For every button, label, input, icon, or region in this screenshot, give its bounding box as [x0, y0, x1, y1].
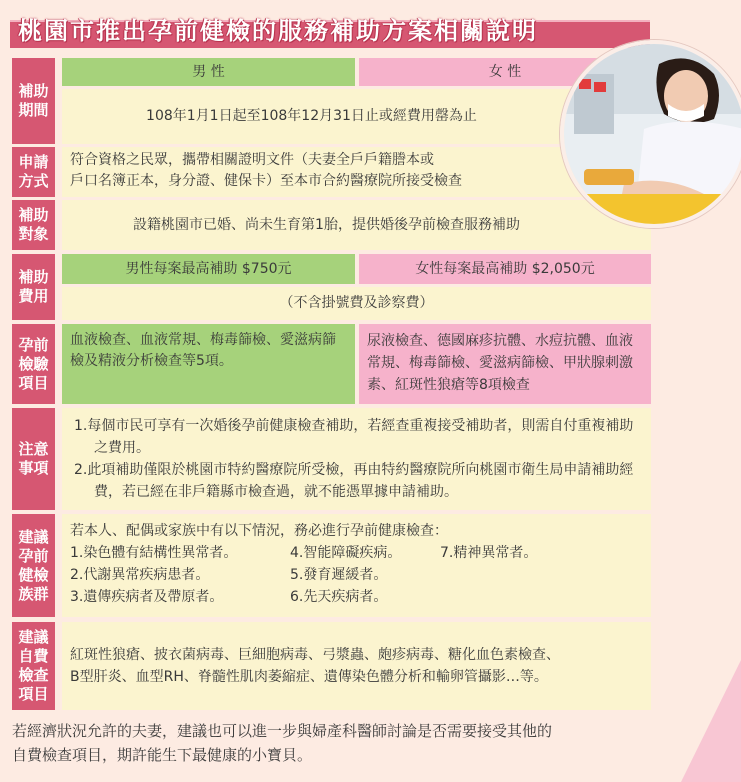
fee-label: 補助費用 [12, 254, 55, 320]
male-header: 男 性 [62, 58, 355, 86]
female-header: 女 性 [359, 58, 651, 86]
footer-text [12, 719, 662, 767]
group-item: 1.染色體有結構性異常者。 [70, 545, 238, 561]
groups-list [70, 542, 643, 608]
group-item: 6.先天疾病者。 [290, 589, 388, 605]
target-label: 補助對象 [12, 200, 55, 250]
footer-line-2: 自費檢查項目，期許能生下最健康的小寶貝。 [12, 746, 313, 764]
group-item: 5.發育遲緩者。 [290, 567, 388, 583]
selfpay-line-2: B型肝炎、血型RH、脊髓性肌肉萎縮症、遺傳染色體分析和輸卵管攝影…等。 [70, 669, 548, 685]
selfpay-line-1: 紅斑性狼瘡、披衣菌病毒、巨細胞病毒、弓漿蟲、皰疹病毒、糖化血色素檢查、 [70, 647, 560, 663]
note-2: 2.此項補助僅限於桃園市特約醫療院所受檢，再由特約醫療院所向桃園市衛生局申請補助經費，若已經在非戶籍縣市檢查過，就不能憑單據申請補助。 [74, 462, 634, 500]
group-item [440, 586, 560, 608]
group-item: 2.代謝異常疾病患者。 [70, 567, 210, 583]
apply-line-2: 戶口名簿正本，身分證、健保卡）至本市合約醫療院所接受檢查 [70, 173, 462, 189]
groups-intro: 若本人、配偶或家族中有以下情況，務必進行孕前健康檢查： [70, 523, 448, 539]
corner-decoration [661, 630, 741, 782]
group-item: 7.精神異常者。 [440, 545, 538, 561]
groups-text [62, 514, 651, 617]
group-item: 3.遺傳疾病者及帶原者。 [70, 589, 224, 605]
fee-male: 男性每案最高補助 $750元 [62, 254, 355, 284]
page-title: 桃園市推出孕前健檢的服務補助方案相關說明 [18, 17, 538, 45]
items-label: 孕前檢驗項目 [12, 324, 55, 404]
selfpay-label: 建議自費檢查項目 [12, 622, 55, 710]
note-1: 1.每個市民可享有一次婚後孕前健康檢查補助，若經查重複接受補助者，則需自付重複補助之費用。 [74, 418, 634, 456]
apply-label: 申請方式 [12, 147, 55, 197]
nurse-drawing-blood-photo [560, 40, 741, 228]
notes-label: 注意事項 [12, 408, 55, 510]
notes-text [62, 408, 651, 510]
group-item [440, 564, 560, 586]
group-item: 4.智能障礙疾病。 [290, 545, 402, 561]
fee-female: 女性每案最高補助 $2,050元 [359, 254, 651, 284]
footer-line-1: 若經濟狀況允許的夫妻，建議也可以進一步與婦產科醫師討論是否需要接受其他的 [12, 722, 553, 740]
items-male: 血液檢查、血液常規、梅毒篩檢、愛滋病篩檢及精液分析檢查等5項。 [62, 324, 355, 404]
period-text: 108年1月1日起至108年12月31日止或經費用罄為止 [62, 89, 651, 144]
fee-note: （不含掛號費及診察費） [62, 287, 651, 320]
items-female: 尿液檢查、德國麻疹抗體、水痘抗體、血液常規、梅毒篩檢、愛滋病篩檢、甲狀腺刺激素、紅斑性狼瘡等8項檢查 [359, 324, 651, 404]
groups-label: 建議孕前健檢族群 [12, 514, 55, 617]
target-text: 設籍桃園市已婚、尚未生育第1胎，提供婚後孕前檢查服務補助 [62, 200, 651, 250]
apply-line-1: 符合資格之民眾，攜帶相關證明文件（夫妻全戶戶籍謄本或 [70, 152, 434, 168]
period-label: 補助期間 [12, 58, 55, 144]
selfpay-text [62, 622, 651, 710]
